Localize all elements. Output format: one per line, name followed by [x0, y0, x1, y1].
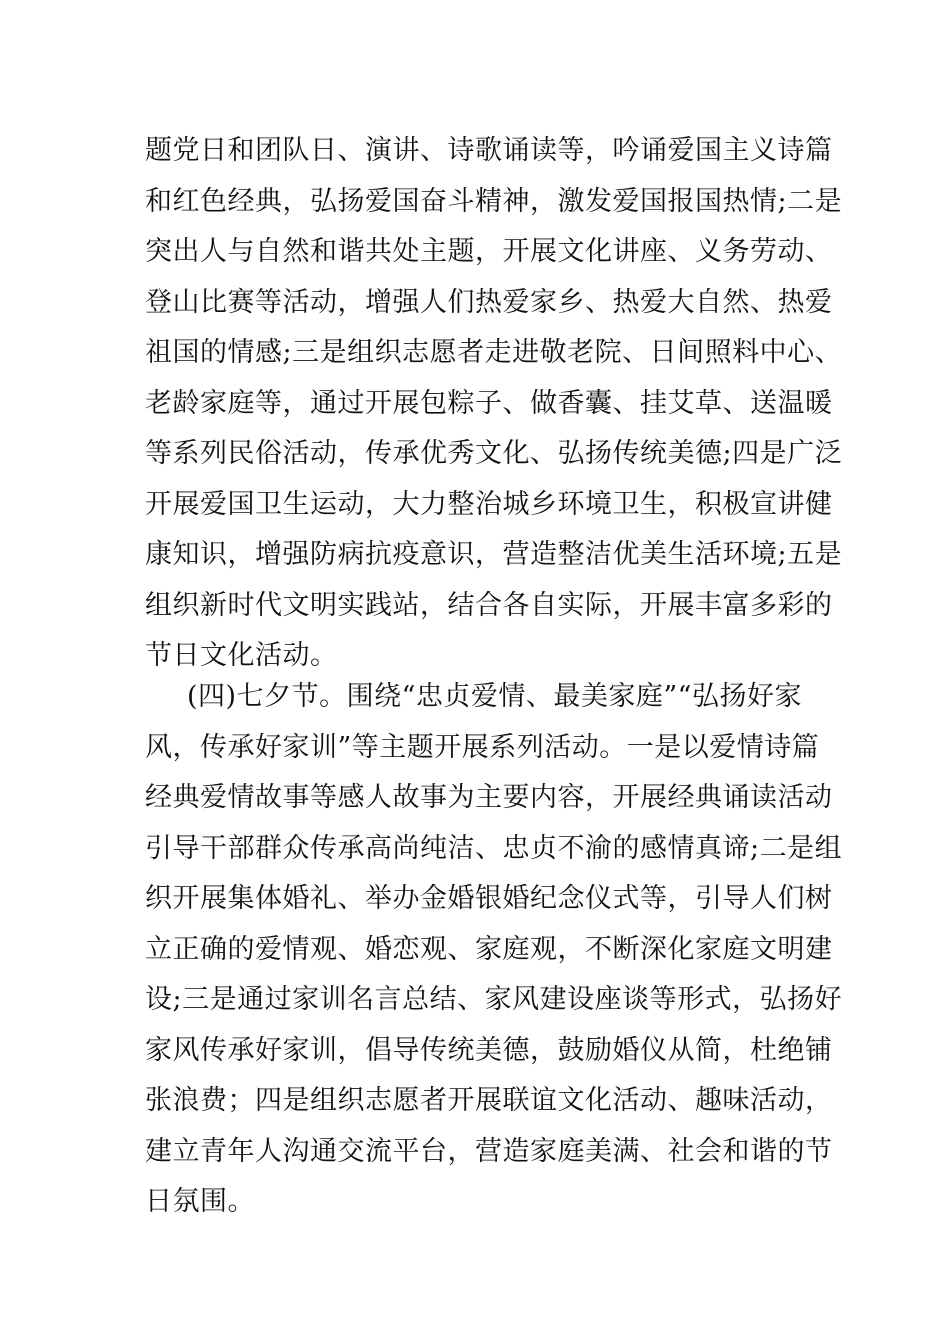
text-line: 开展爱国卫生运动，大力整治城乡环境卫生，积极宣讲健 — [145, 488, 833, 520]
paragraph-qixi-festival — [145, 672, 843, 1228]
text-line: 康知识，增强防病抗疫意识，营造整洁优美生活环境;五是 — [145, 539, 843, 570]
text-line: 风，传承好家训”等主题开展系列活动。一是以爱情诗篇 — [145, 731, 820, 763]
text-line: 组织新时代文明实践站，结合各自实际，开展丰富多彩的 — [145, 589, 833, 621]
text-line: 祖国的情感;三是组织志愿者走进敬老院、日间照料中心、 — [145, 337, 843, 368]
text-line: 经典爱情故事等感人故事为主要内容，开展经典诵读活动 — [145, 782, 833, 813]
text-line: 和红色经典，弘扬爱国奋斗精神，激发爱国报国热情;二是 — [145, 185, 843, 217]
text-line: 引导干部群众传承高尚纯洁、忠贞不渝的感情真谛;二是组 — [145, 832, 843, 864]
text-line: 登山比赛等活动，增强人们热爱家乡、热爱大自然、热爱 — [145, 286, 833, 318]
text-line: 日氛围。 — [145, 1186, 255, 1217]
text-line: 建立青年人沟通交流平台，营造家庭美满、社会和谐的节 — [145, 1135, 833, 1167]
text-line: 设;三是通过家训名言总结、家风建设座谈等形式，弘扬好 — [145, 984, 843, 1015]
paragraph-continuation — [145, 126, 843, 682]
text-line: 老龄家庭等，通过开展包粽子、做香囊、挂艾草、送温暖 — [145, 387, 833, 419]
text-line: 织开展集体婚礼、举办金婚银婚纪念仪式等，引导人们树 — [145, 883, 833, 914]
text-line: 等系列民俗活动，传承优秀文化、弘扬传统美德;四是广泛 — [145, 438, 843, 469]
text-line: 突出人与自然和谐共处主题，开展文化讲座、义务劳动、 — [145, 236, 833, 267]
text-line: 家风传承好家训，倡导传统美德，鼓励婚仪从简，杜绝铺 — [145, 1034, 833, 1066]
text-line: 立正确的爱情观、婚恋观、家庭观，不断深化家庭文明建 — [145, 933, 833, 965]
text-line: 节日文化活动。 — [145, 640, 338, 671]
text-line: 题党日和团队日、演讲、诗歌诵读等，吟诵爱国主义诗篇 — [145, 135, 833, 166]
text-line-indented: (四)七夕节。围绕“忠贞爱情、最美家庭”“弘扬好家 — [187, 681, 802, 712]
text-line: 张浪费；四是组织志愿者开展联谊文化活动、趣味活动， — [145, 1085, 833, 1116]
